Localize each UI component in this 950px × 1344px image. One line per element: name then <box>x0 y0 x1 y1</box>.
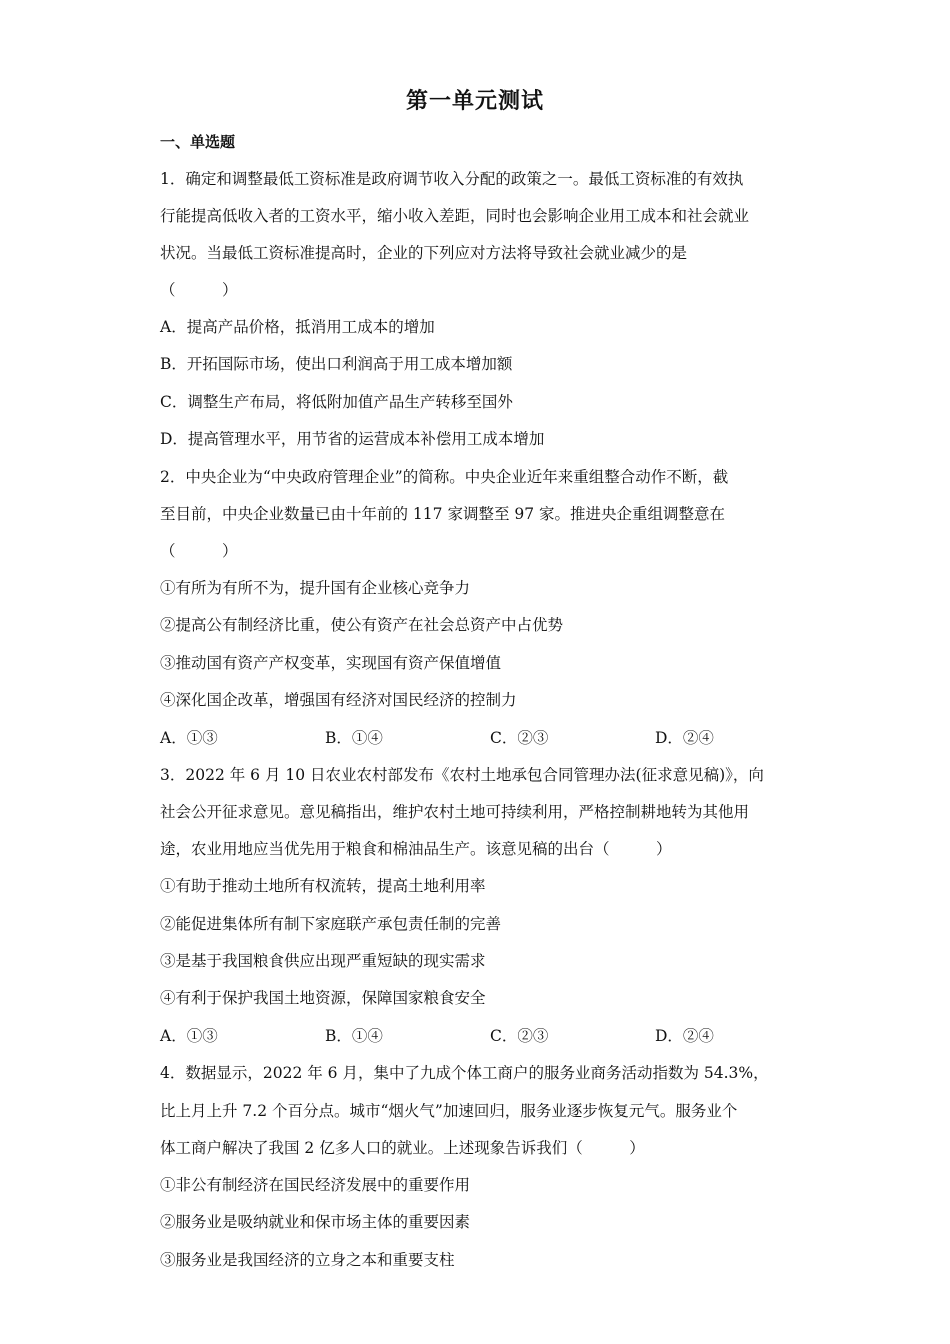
section-heading: 一、单选题 <box>160 133 236 151</box>
q1-option-b: B．开拓国际市场，使出口利润高于用工成本增加额 <box>160 355 513 373</box>
q3-line: 3．2022 年 6 月 10 日农业农村部发布《农村土地承包合同管理办法(征求意见稿)》，向 <box>160 766 764 784</box>
q2-item: ④深化国企改革，增强国有经济对国民经济的控制力 <box>160 691 517 709</box>
q2-line: 2．中央企业为“中央政府管理企业”的简称。中央企业近年来重组整合动作不断，截 <box>160 468 729 486</box>
q3-choice-d: D．②④ <box>655 1027 714 1045</box>
q3-line: 途，农业用地应当优先用于粮食和棉油品生产。该意见稿的出台（ ） <box>160 840 672 858</box>
q2-choice-c: C．②③ <box>490 729 549 747</box>
q4-line: 体工商户解决了我国 2 亿多人口的就业。上述现象告诉我们（ ） <box>160 1139 645 1157</box>
q2-item: ①有所为有所不为，提升国有企业核心竞争力 <box>160 579 471 597</box>
q1-line: 1．确定和调整最低工资标准是政府调节收入分配的政策之一。最低工资标准的有效执 <box>160 170 744 188</box>
q3-choice-b: B．①④ <box>325 1027 383 1045</box>
q2-item: ②提高公有制经济比重，使公有资产在社会总资产中占优势 <box>160 616 564 634</box>
q2-choice-d: D．②④ <box>655 729 714 747</box>
q2-item: ③推动国有资产产权变革，实现国有资产保值增值 <box>160 654 502 672</box>
q4-item: ①非公有制经济在国民经济发展中的重要作用 <box>160 1176 471 1194</box>
q1-answer-blank: （ ） <box>160 281 238 299</box>
q3-item: ④有利于保护我国土地资源，保障国家粮食安全 <box>160 989 486 1007</box>
page-title: 第一单元测试 <box>405 89 544 114</box>
q3-choice-c: C．②③ <box>490 1027 549 1045</box>
q1-line: 行能提高低收入者的工资水平，缩小收入差距，同时也会影响企业用工成本和社会就业 <box>160 207 750 225</box>
q1-option-c: C．调整生产布局，将低附加值产品生产转移至国外 <box>160 393 513 411</box>
q4-item: ②服务业是吸纳就业和保市场主体的重要因素 <box>160 1213 471 1231</box>
q2-answer-blank: （ ） <box>160 542 238 560</box>
q2-choice-b: B．①④ <box>325 729 383 747</box>
q1-line: 状况。当最低工资标准提高时，企业的下列应对方法将导致社会就业减少的是 <box>160 244 688 262</box>
q3-choice-a: A．①③ <box>160 1027 218 1045</box>
q3-line: 社会公开征求意见。意见稿指出，维护农村土地可持续利用，严格控制耕地转为其他用 <box>160 803 750 821</box>
q4-line: 4．数据显示，2022 年 6 月，集中了九成个体工商户的服务业商务活动指数为 54.3%， <box>160 1064 769 1082</box>
q3-item: ①有助于推动土地所有权流转，提高土地利用率 <box>160 877 486 895</box>
q3-item: ②能促进集体所有制下家庭联产承包责任制的完善 <box>160 915 502 933</box>
q4-item: ③服务业是我国经济的立身之本和重要支柱 <box>160 1251 455 1269</box>
q1-option-a: A．提高产品价格，抵消用工成本的增加 <box>160 318 435 336</box>
q4-line: 比上月上升 7.2 个百分点。城市“烟火气”加速回归，服务业逐步恢复元气。服务业个 <box>160 1102 738 1120</box>
q2-line: 至目前，中央企业数量已由十年前的 117 家调整至 97 家。推进央企重组调整意在 <box>160 505 726 523</box>
q2-choice-a: A．①③ <box>160 729 218 747</box>
q3-item: ③是基于我国粮食供应出现严重短缺的现实需求 <box>160 952 486 970</box>
q1-option-d: D．提高管理水平，用节省的运营成本补偿用工成本增加 <box>160 430 545 448</box>
